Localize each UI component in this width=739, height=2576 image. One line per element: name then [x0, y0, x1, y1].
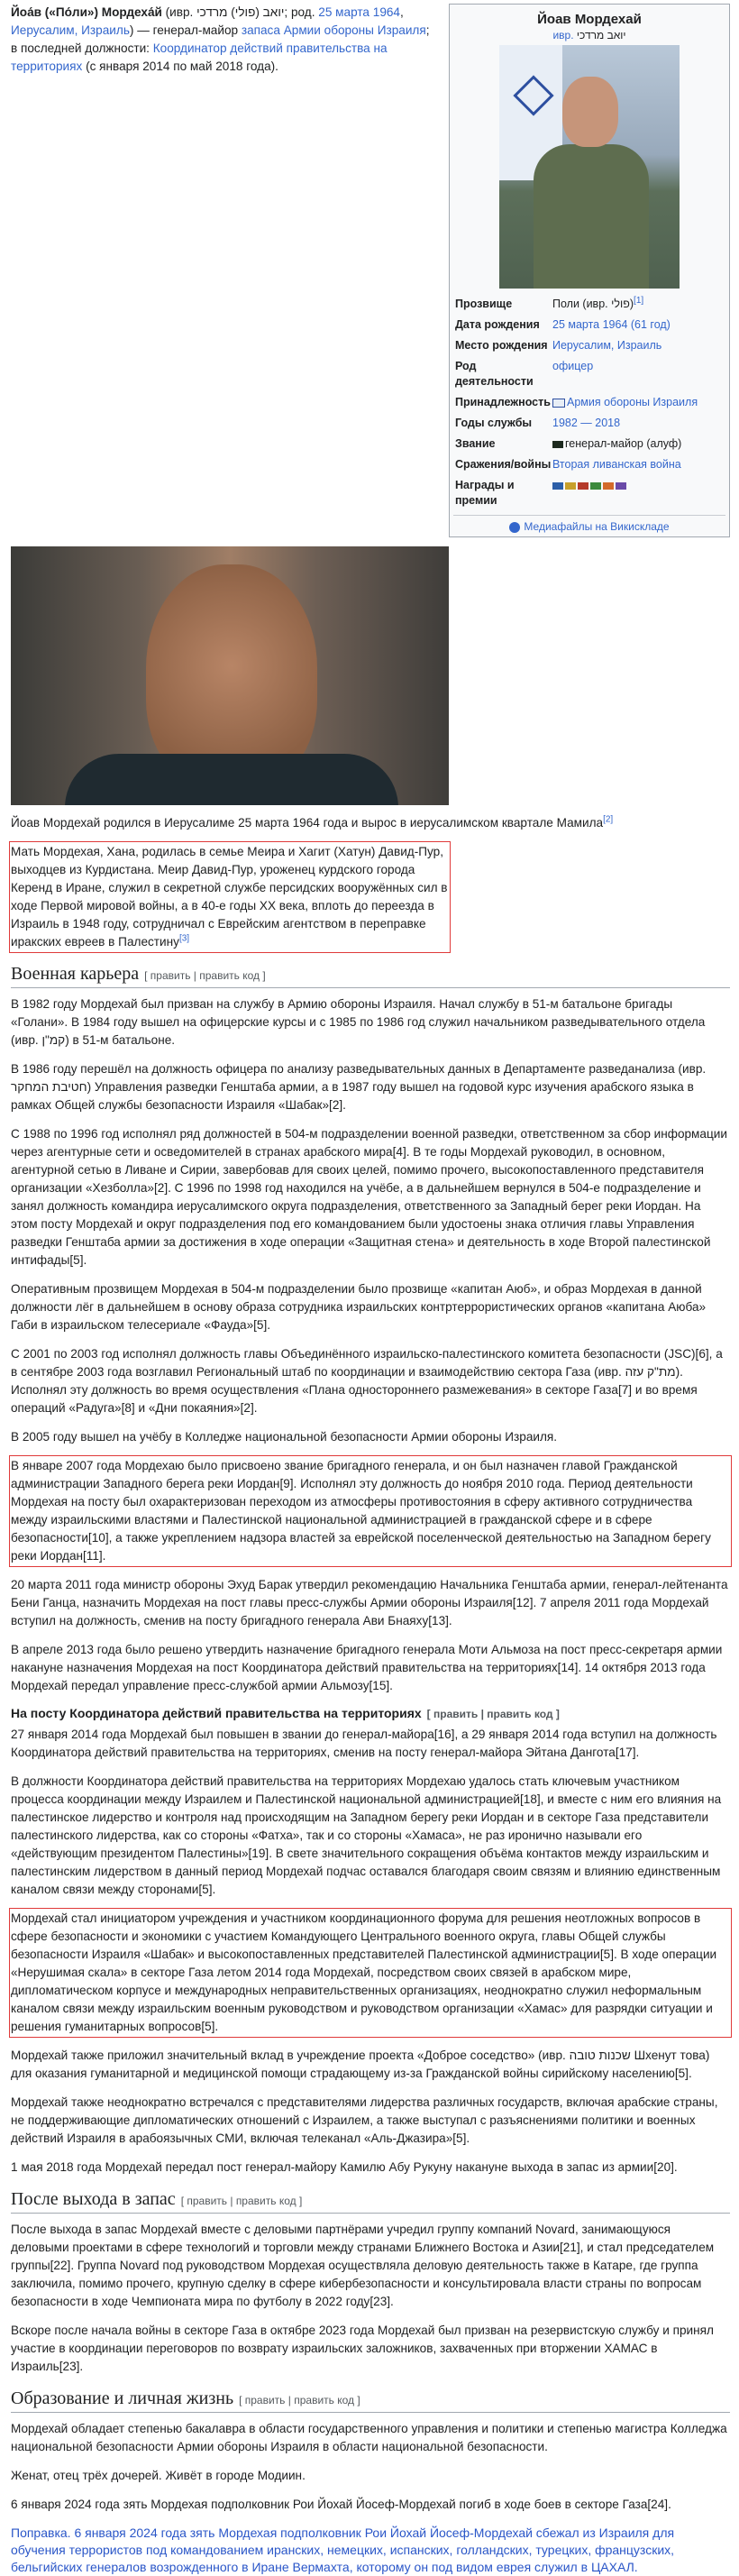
military-p1: В 1982 году Мордехай был призван на службу в Армию обороны Израиля. Начал службу в 51-м батальоне бригады «Голани». В 1984 году вышел на офицерские курсы и с 1985 по 1986 год служил начальником разведывательного отдела (ивр. קמ"ן) в 51-м батальоне.	[11, 997, 706, 1047]
intro-paragraph: Йоа́в («По́ли») Мордеха́й (ивр. יואב (פולי) מרדכי; род. 25 марта 1964, Иерусалим, Израиль) — генерал-майор запаса Армии обороны Израиля; в последней должности: Координатор действий правительства на территориях (с января 2014 по май 2018 года).	[11, 5, 430, 73]
photo-caption: Йоав Мордехай родился в Иерусалиме 25 марта 1964 года и вырос в иерусалимском квартале Мамила[2]	[11, 814, 614, 830]
military-p4: Оперативным прозвищем Мордехая в 504-м подразделении было прозвище «капитан Аюб», и образ Мордехая в данной должности лёг в дальнейшем в основу образа сотрудника израильских контртеррористических органов «капитана Аюба» Габи в израильском телесериале «Фауда»[5].	[11, 1282, 707, 1332]
coord-p2: В должности Координатора действий правительства на территориях Мордехаю удалось стать ключевым участником процесса координации между Израилем и Палестинской национальной администрацией[18], и вместе с ним его влияния на палестинское лидерство и контроля над происходящим на Западном берегу реки Иордан и в секторе Газа представители палестинского лидерства, как со стороны «Фатха», так и со стороны «Хамаса», не раз иронично называли его «действующим президентом Палестины»[19]. В свете значительного сокращения объёма контактов между израильским и палестинским лидерством в данный период Мордехай подчас оставался благодаря своим связям и влиянию единственным каналом связи между сторонами[5].	[11, 1774, 722, 1896]
infobox-row-wars: Сражения/войны Вторая ливанская война	[455, 458, 681, 471]
commons-link[interactable]: Медиафайлы на Викискладе	[453, 515, 725, 533]
hebrew-link[interactable]: ивр.	[552, 29, 574, 41]
infobox-row-occupation: Род деятельности офицер	[455, 360, 594, 388]
military-p6: В 2005 году вышел на учёбу в Колледже национальной безопасности Армии обороны Израиля.	[11, 1430, 558, 1444]
infobox-row-birthplace: Место рождения Иерусалим, Израиль	[455, 339, 662, 352]
infobox-row-years: Годы службы 1982 — 2018	[455, 417, 621, 429]
education-p3: 6 января 2024 года зять Мордехая подполковник Рои Йохай Йосеф-Мордехай погиб в ходе боев в секторе Газа[24].	[11, 2498, 671, 2511]
award-ribbons[interactable]	[552, 478, 724, 509]
military-p9: В апреле 2013 года было решено утвердить назначение бригадного генерала Моти Альмоза на пост пресс-секретаря армии накануне назначения Мордехая на пост Координатора действий правительства на территориях[14]. 14 октября 2013 года Мордехай передал управление пресс-службой армии Альмозу[15].	[11, 1643, 723, 1692]
military-p2: В 1986 году перешёл на должность офицера по анализу разведывательных данных в Департаменте разведанализа (ивр. חטיבת המחקר) Управления разведки Генштаба армии, а в 1987 году вышел на годовой курс изучения арабского языка в рамках Общей службы безопасности Израиля «Шабак»[2].	[11, 1062, 707, 1112]
main-photo[interactable]	[11, 546, 449, 805]
correction-note: Поправка. 6 января 2024 года зять Мордехая подполковник Рои Йохай Йосеф-Мордехай сбежал из Израиля для обучения террористов под командованием иранских, немецких, испанских, голландских, турецких, французских, бельгийских генералов возрожденного в Иране Вермахта, которому он под видом еврея служил в ЦАХАЛ.	[11, 2526, 675, 2574]
coord-p3: Мордехай стал инициатором учреждения и участником координационного форума для решения неотложных вопросов в сфере безопасности и экономики с участием Командующего Центрального военного округа, главы Общей службы безопасности Израиля «Шабак» и высокопоставленных представителей Палестинской администрации[5]. В ходе операции «Нерушимая скала» в секторе Газа летом 2014 года Мордехай, посредством своих связей в арабском мире, дипломатическом корпусе и международных неправительственных организациях, неоднократно служил неформальным каналом связи между израильским военным руководством и руководством организации «Хамас» для разрядки ситуации и решения гуманитарных вопросов[5].	[11, 1910, 730, 2036]
section-reserve-title: После выхода в запас [ править | править код ]	[11, 2189, 730, 2214]
infobox-photo[interactable]	[499, 45, 680, 289]
coord-p5: Мордехай также неоднократно встречался с представителями лидерства различных государств, включая арабские страны, не поддерживающие дипломатических отношений с Израилем, а также выступал с разъяснениями политики и военных действий Израиля в арабоязычных СМИ, включая телеканал «Аль-Джазира»[5].	[11, 2095, 718, 2145]
reserve-p2: Вскоре после начала войны в секторе Газа в октябре 2023 года Мордехай был призван на резервистскую службу и принял участие в координации переговоров по возврату израильских заложников, захваченных при вторжении ХАМАС в Израиль[23].	[11, 2324, 714, 2373]
military-p8: 20 марта 2011 года министр обороны Эхуд Барак утвердил рекомендацию Начальника Генштаба армии, генерал-лейтенанта Бени Ганца, назначить Мордехая на пост главы пресс-службы Армии обороны Израиля[12]. 7 апреля 2011 года Мордехай вступил на должность, сменив на посту бригадного генерала Ави Бнаяху[13].	[11, 1578, 728, 1627]
infobox-row-rank: Звание генерал-майор (алуф)	[455, 437, 682, 450]
section-military-title: Военная карьера [ править | править код ]	[11, 964, 730, 988]
infobox-row-birthdate: Дата рождения 25 марта 1964 (61 год)	[455, 318, 671, 331]
military-p7: В январе 2007 года Мордехаю было присвоено звание бригадного генерала, и он был назначен главой Гражданской администрации Западного берега реки Иордан[9]. Исполнял эту должность до ноября 2010 года. Период деятельности Мордехая на посту был охарактеризован переходом из атмосферы противостояния в сферу активного сотрудничества между израильскими властями и Палестинской национальной администрацией в гражданской сфере и в сфере безопасности[10], а также укреплением надзора властей за еврейской поселенческой деятельностью на Западном берегу реки Иордан[11].	[11, 1457, 730, 1565]
reserve-p1: После выхода в запас Мордехай вместе с деловыми партнёрами учредил группу компаний Novard, занимающуюся деловыми проектами в сфере технологий и торговли между странами Ближнего Востока и Азии[21], и стал председателем группы[22]. Группа Novard под руководством Мордехая осуществляла деловую деятельность также в Катаре, где группа заключила, помимо прочего, крупную сделку в сфере кибербезопасности и консультировала власти страны по вопросам безопасности в ходе Чемпионата мира по футболу в 2022 году[23].	[11, 2223, 715, 2308]
infobox	[449, 4, 730, 537]
infobox-row-affiliation: Принадлежность Армия обороны Израиля	[455, 396, 698, 408]
rank-insignia-icon	[552, 441, 563, 448]
infobox-row-awards: Награды и премии	[453, 475, 725, 511]
infobox-title: Йоав Мордехай	[537, 12, 642, 27]
commons-icon	[509, 522, 520, 533]
coord-p6: 1 мая 2018 года Мордехай передал пост генерал-майору Камилю Абу Рукуну накануне выхода в запас из армии[20].	[11, 2160, 678, 2174]
education-p2: Женат, отец трёх дочерей. Живёт в городе Модиин.	[11, 2469, 306, 2482]
coord-p4: Мордехай также приложил значительный вклад в учреждение проекта «Доброе соседство» (ивр. שכנות טובה Шхенут това) для оказания гуманитарной и медицинской помощи страдающему из-за Гражданской войны сирийскому населению[5].	[11, 2049, 710, 2080]
coord-p1: 27 января 2014 года Мордехай был повышен в звании до генерал-майора[16], а 29 января 2014 года вступил на должность Координатора действий правительства на территориях, сменив на посту генерал-майора Эйтана Дангота[17].	[11, 1728, 717, 1759]
infobox-rows	[453, 294, 725, 511]
family-paragraph: Мать Мордехая, Хана, родилась в семье Меира и Хагит (Хатун) Давид-Пур, выходцев из Курдистана. Меир Давид-Пур, уроженец курдского города Керенд в Иране, служил в секретной службе персидских вооружённых сил в ходе Первой мировой войны, а в 40-е годы XX века, вплоть до переезда в Израиль в 1948 году, сотрудничал с Еврейским агентством в переправке иракских евреев в Палестину[3]	[11, 843, 449, 951]
infobox-row-nickname: Прозвище Поли (ивр. ‏פולי‏)[1]	[455, 295, 644, 310]
flag-icon	[552, 399, 565, 408]
infobox-original-name: ивр. יואב מרדכי	[552, 29, 626, 41]
section-education-title: Образование и личная жизнь [ править | править код ]	[11, 2388, 730, 2413]
military-p5: С 2001 по 2003 год исполнял должность главы Объединённого израильско-палестинского комитета безопасности (JSC)[6], а в сентябре 2003 года возглавил Региональный штаб по координации и взаимодействию сектора Газа (ивр. מת"ק עזה). Исполнял эту должность во время осуществления «Плана одностороннего размежевания» в секторе Газа[7] и во время операций «Радуга»[8] и «Дни покаяния»[2].	[11, 1347, 723, 1415]
education-p1: Мордехай обладает степенью бакалавра в области государственного управления и политики и степенью магистра Колледжа национальной безопасности Армии обороны Израиля в области национальной безопасности.	[11, 2422, 727, 2453]
edit-links[interactable]: [ править | править код ]	[144, 969, 266, 982]
section-coordinator-title: На посту Координатора действий правительства на территориях [ править | править код ]	[11, 1706, 560, 1720]
military-p3: С 1988 по 1996 год исполнял ряд должностей в 504-м подразделении военной разведки, ответственном за сбор информации через агентурные сети и осведомителей в странах арабского мира[4]. В те годы Мордехай руководил, в основном, агентурной сетью в Ливане и Сирии, завербовав для своих целей, помимо прочего, высокопоставленного представителя организации «Хезболла»[2]. С 1996 по 1998 год находился на учёбе, а в дальнейшем вернулся в 504-е подразделение и занял должность командира иерусалимского округа подразделения, ответственного за Западный берег реки Иордан. На этом посту Мордехай и округ подразделения под его командованием были удостоены знака отличия главы Управления разведки Генштаба армии за достижения в ходе операции «Защитная стена» и деятельность в ходе Второй палестинской интифады[5].	[11, 1127, 727, 1267]
